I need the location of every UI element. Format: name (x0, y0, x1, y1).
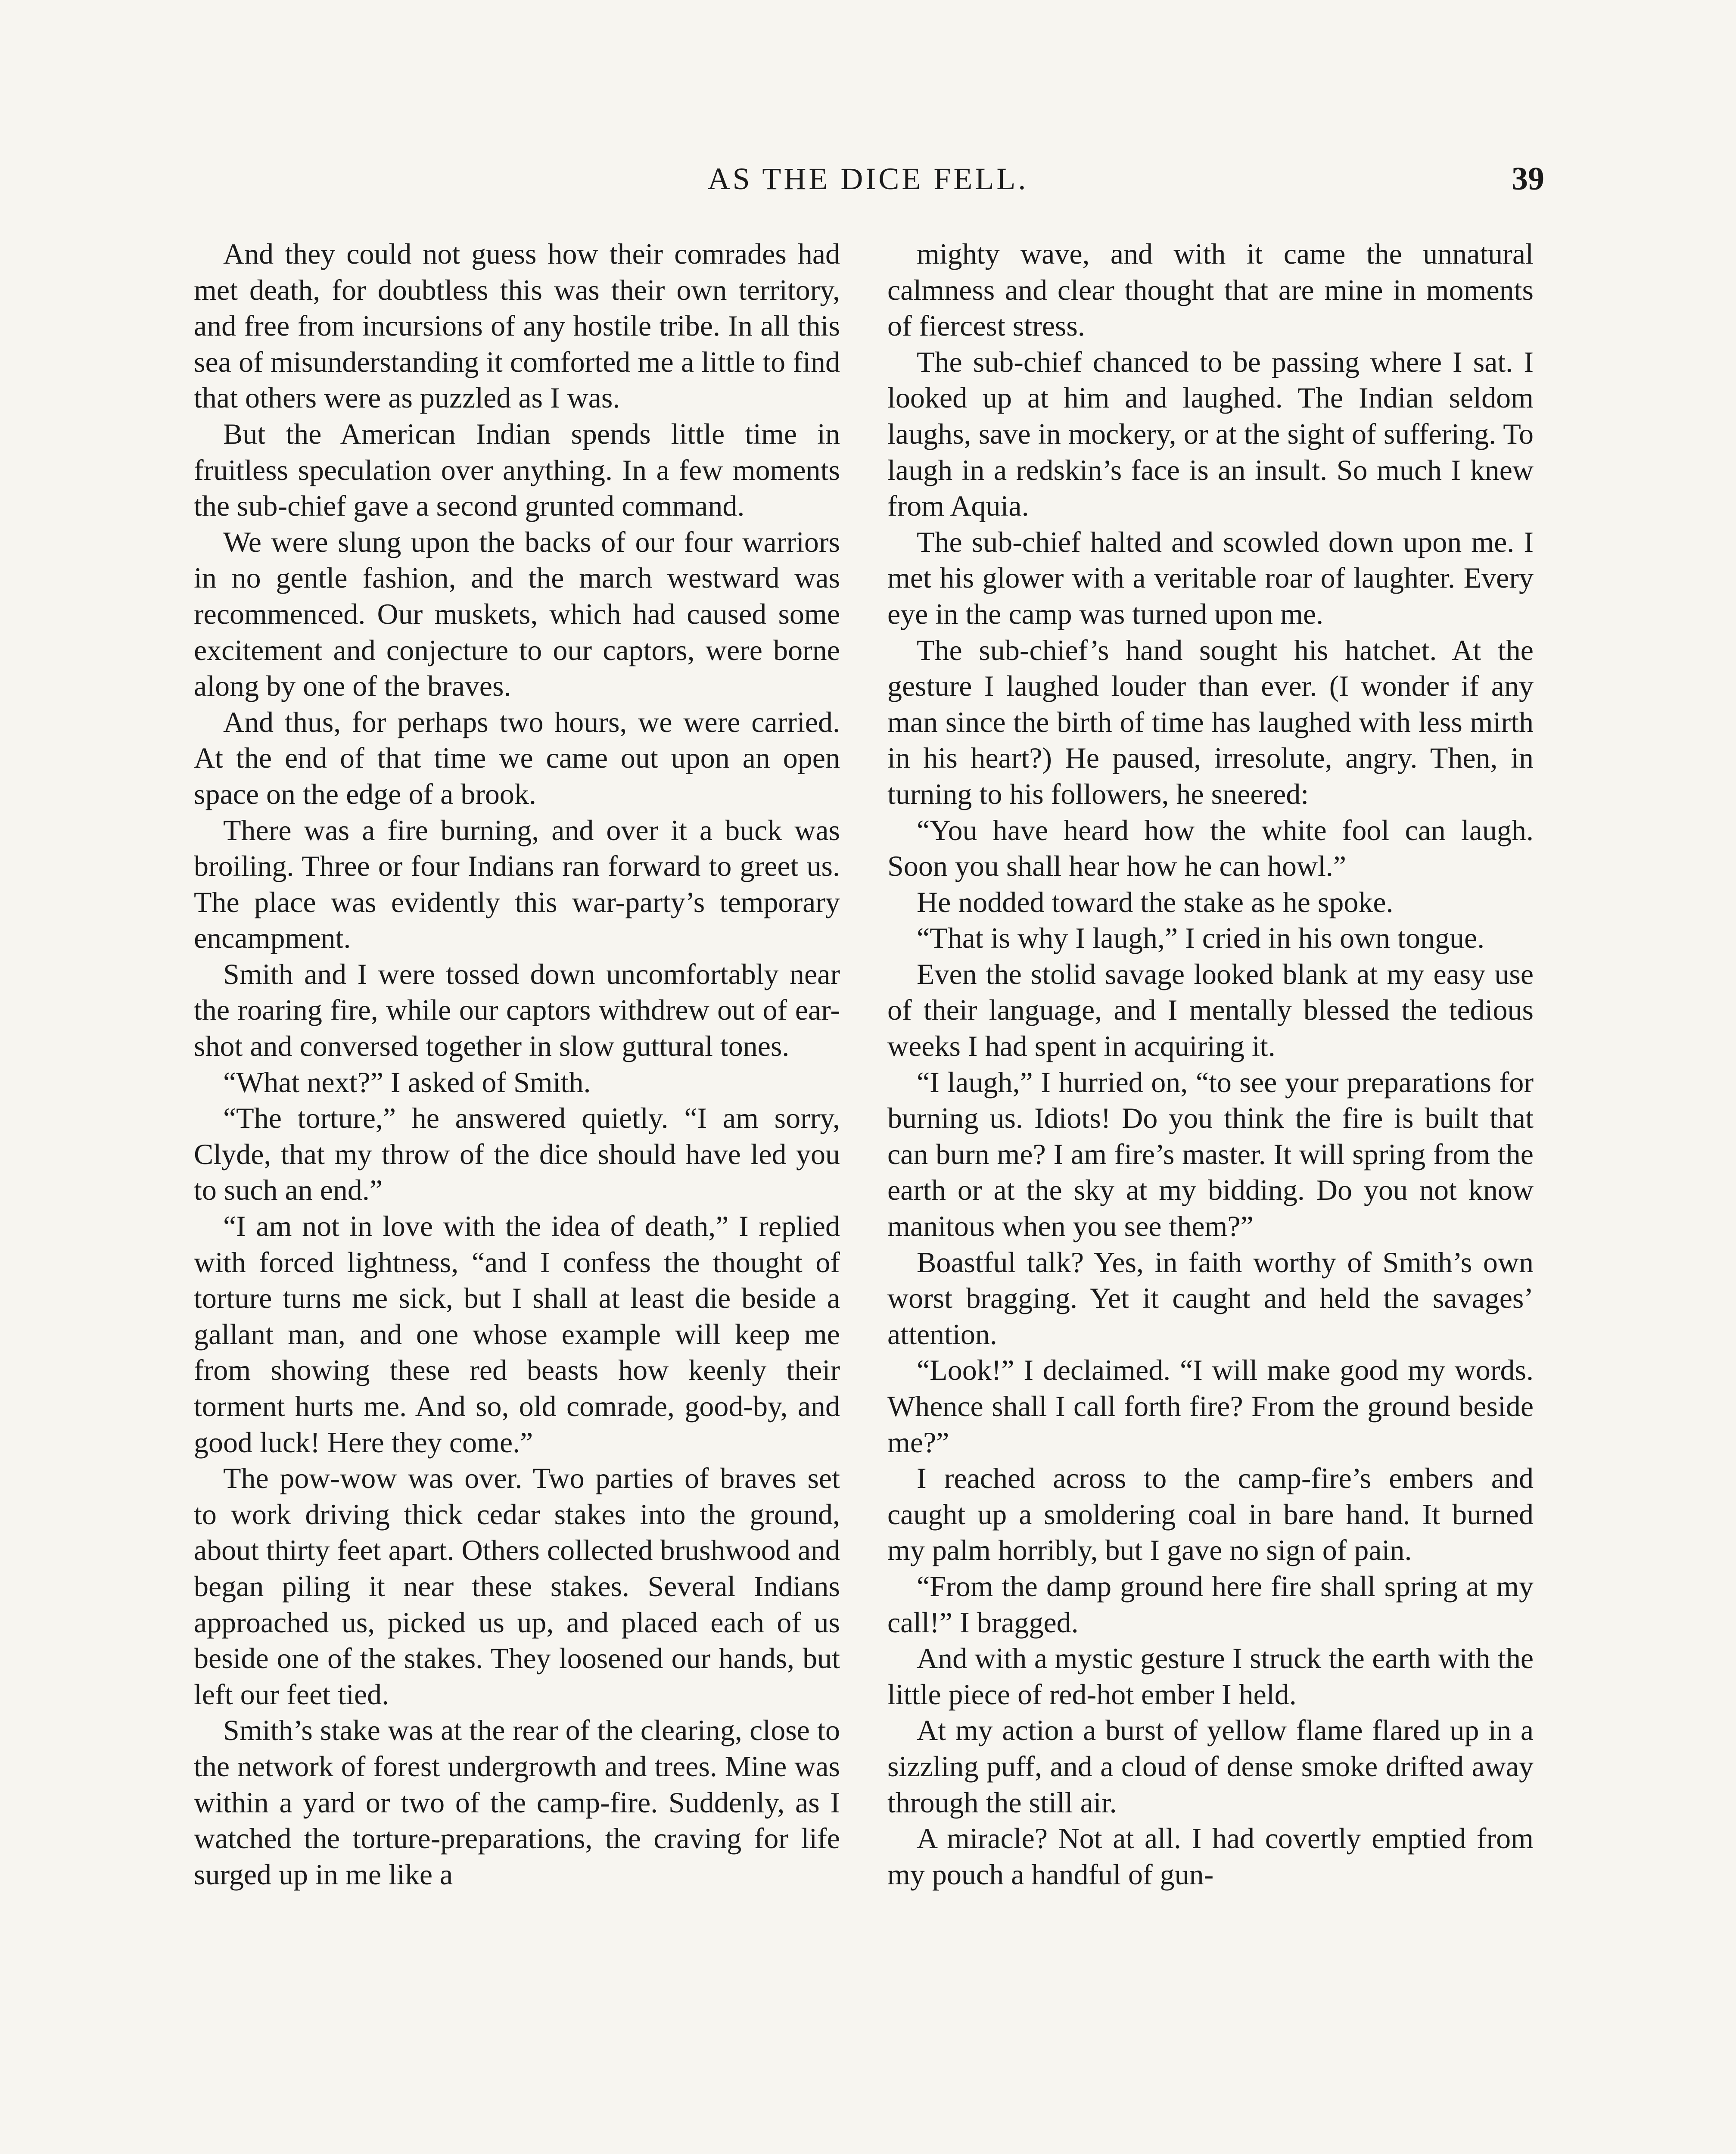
paragraph: Boastful talk? Yes, in faith worthy of Smith’s own worst bragging. Yet it caught and held the savages’ attention. (887, 1245, 1534, 1351)
paragraph: We were slung upon the backs of our four warriors in no gentle fashion, and the march westward was recommenced. Our muskets, which had caused some excitement and conjecture to our captors, were borne along by one of the braves. (194, 525, 840, 703)
left-column (194, 236, 840, 1893)
paragraph: I reached across to the camp-fire’s embers and caught up a smoldering coal in bare hand. It burned my palm horribly, but I gave no sign of pain. (887, 1462, 1534, 1567)
paragraph: “From the damp ground here fire shall spring at my call!” I bragged. (887, 1569, 1534, 1639)
paragraph: “You have heard how the white fool can laugh. Soon you shall hear how he can howl.” (887, 813, 1534, 883)
paragraph: But the American Indian spends little time in fruitless speculation over anything. In a few moments the sub-chief gave a second grunted command. (194, 417, 840, 523)
running-head: AS THE DICE FELL. (707, 162, 1029, 196)
paragraph: “What next?” I asked of Smith. (223, 1065, 591, 1099)
paragraph: The sub-chief chanced to be passing where I sat. I looked up at him and laughed. The Indian seldom laughs, save in mockery, or at the sight of suffering. To laugh in a redskin’s face is an insult. So much I knew from Aquia. (887, 345, 1534, 523)
paragraph: “I am not in love with the idea of death,” I replied with forced lightness, “and I confess the thought of torture turns me sick, but I shall at least die beside a gallant man, and one whose example will keep me from showing these red beasts how keenly their torment hurts me. And so, old comrade, good-by, and good luck! Here they come.” (194, 1210, 840, 1459)
paragraph: Even the stolid savage looked blank at my easy use of their language, and I mentally blessed the tedious weeks I had spent in acquiring it. (887, 957, 1534, 1063)
paragraph: The sub-chief’s hand sought his hatchet. At the gesture I laughed louder than ever. (I wonder if any man since the birth of time has laughed with less mirth in his heart?) He paused, irresolute, angry. Then, in turning to his followers, he sneered: (887, 633, 1534, 810)
page-header (0, 153, 1736, 205)
paragraph: “The torture,” he answered quietly. “I am sorry, Clyde, that my throw of the dice should have led you to such an end.” (194, 1102, 840, 1207)
right-column (887, 236, 1534, 1893)
paragraph: mighty wave, and with it came the unnatural calmness and clear thought that are mine in moments of fiercest stress. (887, 237, 1534, 342)
paragraph: Smith and I were tossed down uncomfortably near the roaring fire, while our captors withdrew out of ear-shot and conversed together in slow guttural tones. (194, 957, 840, 1063)
paragraph: There was a fire burning, and over it a buck was broiling. Three or four Indians ran forward to greet us. The place was evidently this war-party’s temporary encampment. (194, 813, 840, 955)
paragraph: And thus, for perhaps two hours, we were carried. At the end of that time we came out upon an open space on the edge of a brook. (194, 705, 840, 810)
paragraph: A miracle? Not at all. I had covertly emptied from my pouch a handful of gun- (887, 1822, 1534, 1891)
paragraph: And with a mystic gesture I struck the earth with the little piece of red-hot ember I held. (887, 1642, 1534, 1711)
paragraph: “That is why I laugh,” I cried in his own tongue. (917, 921, 1485, 955)
paragraph: “I laugh,” I hurried on, “to see your preparations for burning us. Idiots! Do you think the fire is built that can burn me? I am fire’s master. It will spring from the earth or at the sky at my bidding. Do you not know manitous when you see them?” (887, 1065, 1534, 1243)
paragraph: And they could not guess how their comrades had met death, for doubtless this was their own territory, and free from incursions of any hostile tribe. In all this sea of misunderstanding it comforted me a little to find that others were as puzzled as I was. (194, 237, 840, 414)
page-number: 39 (1512, 161, 1544, 197)
paragraph: “Look!” I declaimed. “I will make good my words. Whence shall I call forth fire? From the ground beside me?” (887, 1354, 1534, 1459)
paragraph: At my action a burst of yellow flame flared up in a sizzling puff, and a cloud of dense smoke drifted away through the still air. (887, 1714, 1534, 1819)
paragraph: Smith’s stake was at the rear of the clearing, close to the network of forest undergrowth and trees. Mine was within a yard or two of the camp-fire. Suddenly, as I watched the torture-preparations, the craving for life surged up in me like a (194, 1714, 840, 1891)
paragraph: The sub-chief halted and scowled down upon me. I met his glower with a veritable roar of laughter. Every eye in the camp was turned upon me. (887, 525, 1534, 630)
paragraph: He nodded toward the stake as he spoke. (917, 885, 1394, 918)
paragraph: The pow-wow was over. Two parties of braves set to work driving thick cedar stakes into the ground, about thirty feet apart. Others collected brushwood and began piling it near these stakes. Several Indians approached us, picked us up, and placed each of us beside one of the stakes. They loosened our hands, but left our feet tied. (194, 1462, 840, 1711)
